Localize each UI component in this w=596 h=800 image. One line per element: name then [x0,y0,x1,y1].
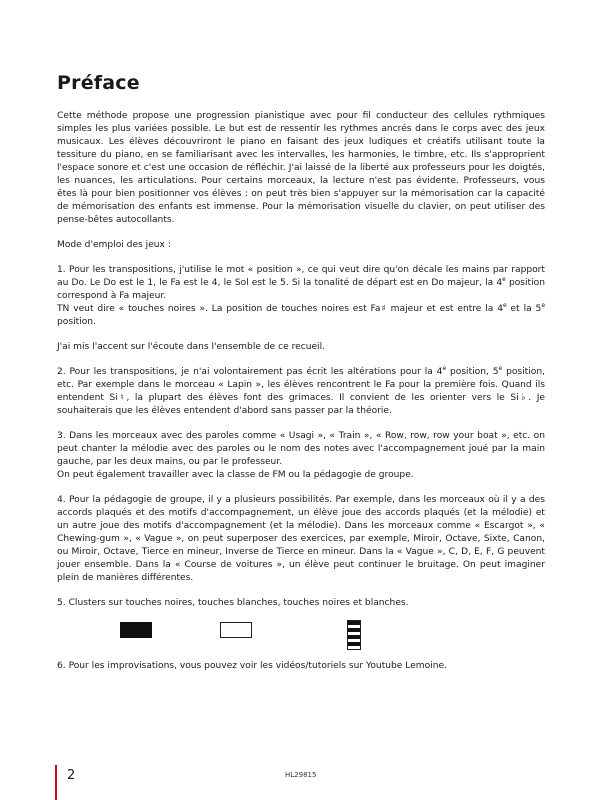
item-1-text-d: et la 5 [506,304,542,314]
mode-heading: Mode d'emploi des jeux : [57,240,171,250]
item-1-text-a: 1. Pour les transpositions, j'utilise le mot « position », ce qui veut dire qu'on décale les mains par rapport au Do. Le Do est le 1, le Fa est le 4, le Sol est le 5. Si la tonalité de départ est en Do majeur, la 4 [57,265,545,288]
item-1-text-c: TN veut dire « touches noires ». La position de touches noires est Fa♯ majeur et est entre la 4 [57,304,503,314]
superscript: e [503,301,507,309]
intro-paragraph: Cette méthode propose une progression pianistique avec pour fil conducteur des cellules rythmiques simples les plus variées possible. Le but est de ressentir les rythmes ancrés dans le corps avec des jeux musicaux. Les élèves découvriront le piano en faisant des jeux ludiques et créatifs utilisant toute la tessiture du piano, en se familiarisant avec les intervalles, les harmonies, le timbre, etc. Ils s'approprient l'espace sonore et c'est une occasion de réfléchir. J'ai laissé de la liberté aux professeurs pour les doigtés, les nuances, les articulations. Pour certains morceaux, la lecture n'est pas évidente. Professeurs, vous êtes là pour bien positionner vos élèves : on peut très bien s'appuyer sur la mémorisation car la capacité de mémorisation des enfants est immense. Pour la mémorisation visuelle du clavier, on peut utiliser des pense-bêtes autocollants. [57,111,545,225]
footer-accent-bar [55,765,57,800]
item-3-text-a: 3. Dans les morceaux avec des paroles comme « Usagi », « Train », « Row, row, row your boat », etc. on peut chanter la mélodie avec des paroles ou le nom des notes avec l'accompagnement joué par la main gauche, par les deux mains, ou par le professeur. [57,431,545,467]
item-1-text-b: position correspond à Fa majeur. [57,278,545,301]
superscript: e [442,364,447,372]
item-1-text-e: position. [57,317,96,327]
item-2 [57,366,545,418]
superscript: e [498,364,503,372]
item-3 [57,430,545,482]
black-and-white-keys-cluster-icon [347,620,361,650]
page-title: Préface [57,72,140,94]
accent-note: J'ai mis l'accent sur l'écoute dans l'ensemble de ce recueil. [57,342,326,352]
item-6: 6. Pour les improvisations, vous pouvez voir les vidéos/tutoriels sur Youtube Lemoine. [57,661,447,671]
item-2-text-a: 2. Pour les transpositions, je n'ai volontairement pas écrit les altérations pour la 4 [57,367,443,377]
black-keys-cluster-icon [120,622,152,638]
superscript: e [502,275,506,283]
page-number: 2 [67,768,76,783]
item-4: 4. Pour la pédagogie de groupe, il y a plusieurs possibilités. Par exemple, dans les morceaux où il y a des accords plaqués et des motifs d'accompagnement, un élève joue des accords plaqués (et la mélodie) et un autre joue des motifs d'accompagnement (et la mélodie). Dans les morceaux comme « Escargot », « Chewing-gum », « Vague », on peut superposer des exercices, par exemple, Miroir, Octave, Sixte, Canon, ou Miroir, Octave, Tierce en mineur, Inverse de Tierce en mineur. Dans la « Vague », C, D, E, F, G peuvent jouer ensemble. Dans la « Course de voitures », un élève peut continuer le bruitage. On peut imaginer plein de manières différentes. [57,495,545,583]
preface-body [57,110,545,685]
item-1 [57,264,545,329]
item-3-text-b: On peut également travailler avec la classe de FM ou la pédagogie de groupe. [57,470,414,480]
superscript: e [541,301,546,309]
item-2-text-c: position, etc. Par exemple dans le morceau « Lapin », les élèves rencontrent le Fa pour la première fois. Quand ils entendent Si♮, la plupart des élèves font des grimaces. Il convient de les orienter vers le Si♭. Je souhaiterais que les élèves entendent d'abord sans passer par la théorie. [57,367,545,416]
cluster-illustrations [57,620,545,648]
white-keys-cluster-icon [220,622,252,638]
catalog-code: HL29815 [285,771,317,779]
item-2-text-b: position, 5 [446,367,499,377]
item-5: 5. Clusters sur touches noires, touches blanches, touches noires et blanches. [57,598,409,608]
